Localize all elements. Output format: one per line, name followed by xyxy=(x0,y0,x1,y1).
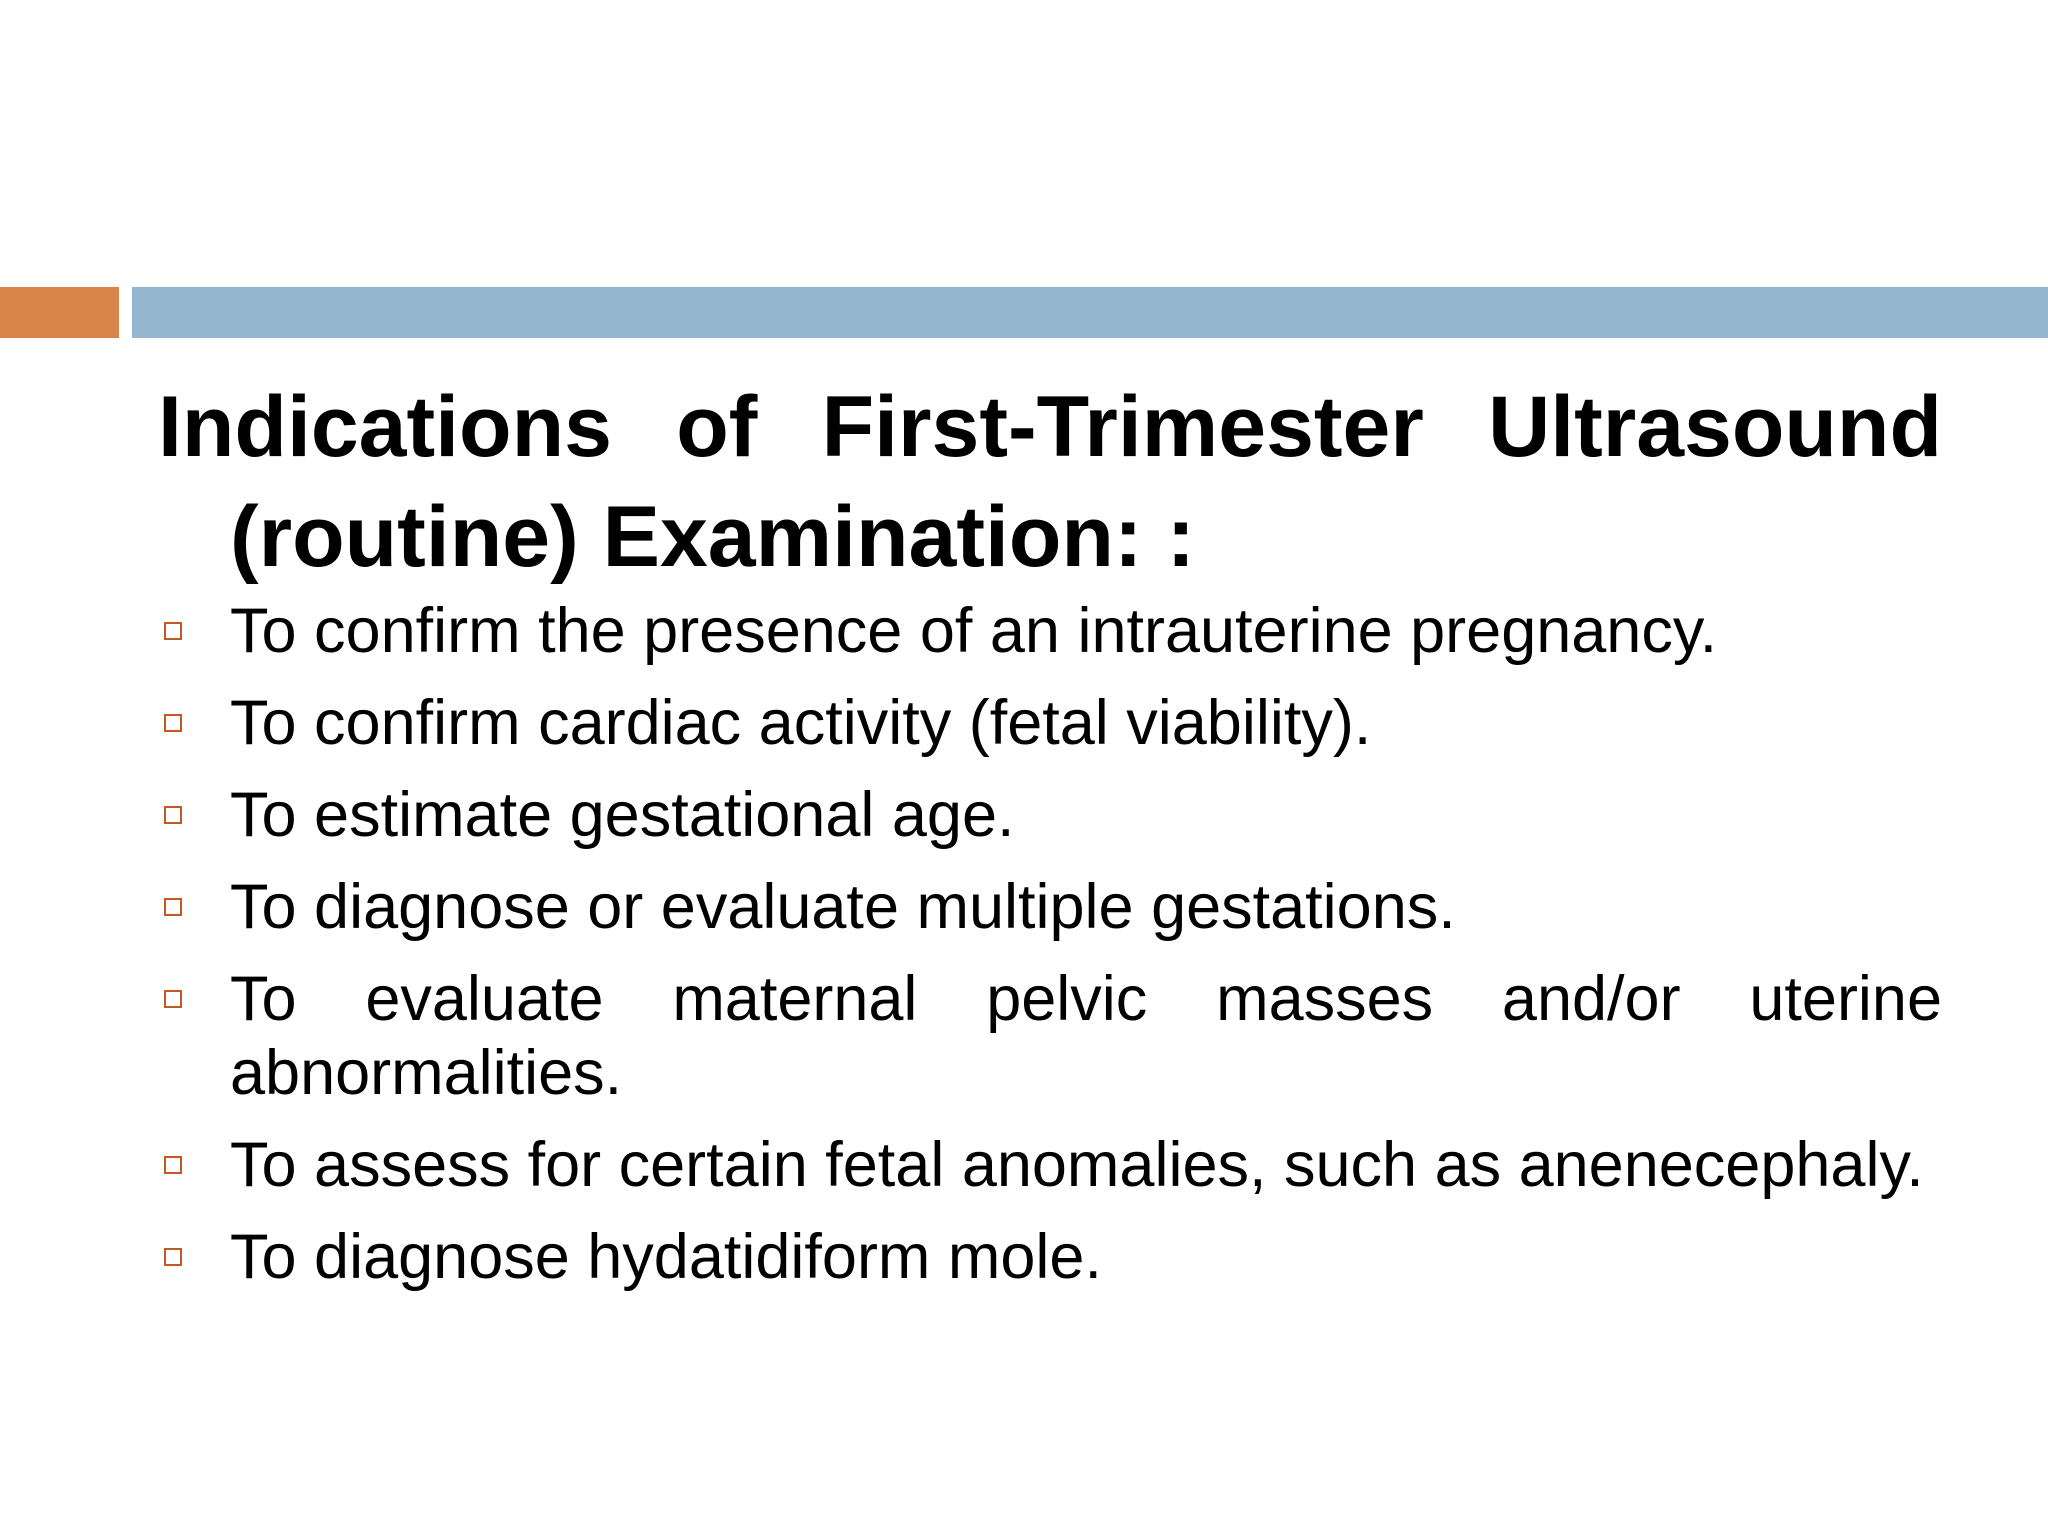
bullet-list xyxy=(158,594,1942,1294)
list-item xyxy=(158,962,1942,1110)
header-bar xyxy=(132,287,2048,338)
slide-content xyxy=(158,372,1942,1294)
list-item xyxy=(158,870,1942,944)
accent-bar xyxy=(0,287,119,338)
bullet-text: To diagnose hydatidiform mole. xyxy=(230,1222,1102,1292)
list-item xyxy=(158,594,1942,668)
square-bullet-icon xyxy=(164,1248,182,1266)
square-bullet-icon xyxy=(164,898,182,916)
slide-title: Indications of First-Trimester Ultrasound (routine) Examination: : xyxy=(158,379,1942,585)
square-bullet-icon xyxy=(164,806,182,824)
square-bullet-icon xyxy=(164,990,182,1008)
bullet-text: To estimate gestational age. xyxy=(230,780,1015,850)
bullet-text: To confirm the presence of an intrauterine pregnancy. xyxy=(230,596,1718,666)
list-item xyxy=(158,686,1942,760)
list-item xyxy=(158,1128,1942,1202)
list-item xyxy=(158,778,1942,852)
bullet-text: To assess for certain fetal anomalies, such as anenecephaly. xyxy=(230,1130,1924,1200)
bullet-text: To confirm cardiac activity (fetal viability). xyxy=(230,688,1372,758)
bullet-text: To evaluate maternal pelvic masses and/or uterine abnormalities. xyxy=(230,964,1942,1108)
list-item xyxy=(158,1220,1942,1294)
square-bullet-icon xyxy=(164,714,182,732)
square-bullet-icon xyxy=(164,1156,182,1174)
bullet-text: To diagnose or evaluate multiple gestations. xyxy=(230,872,1456,942)
square-bullet-icon xyxy=(164,622,182,640)
